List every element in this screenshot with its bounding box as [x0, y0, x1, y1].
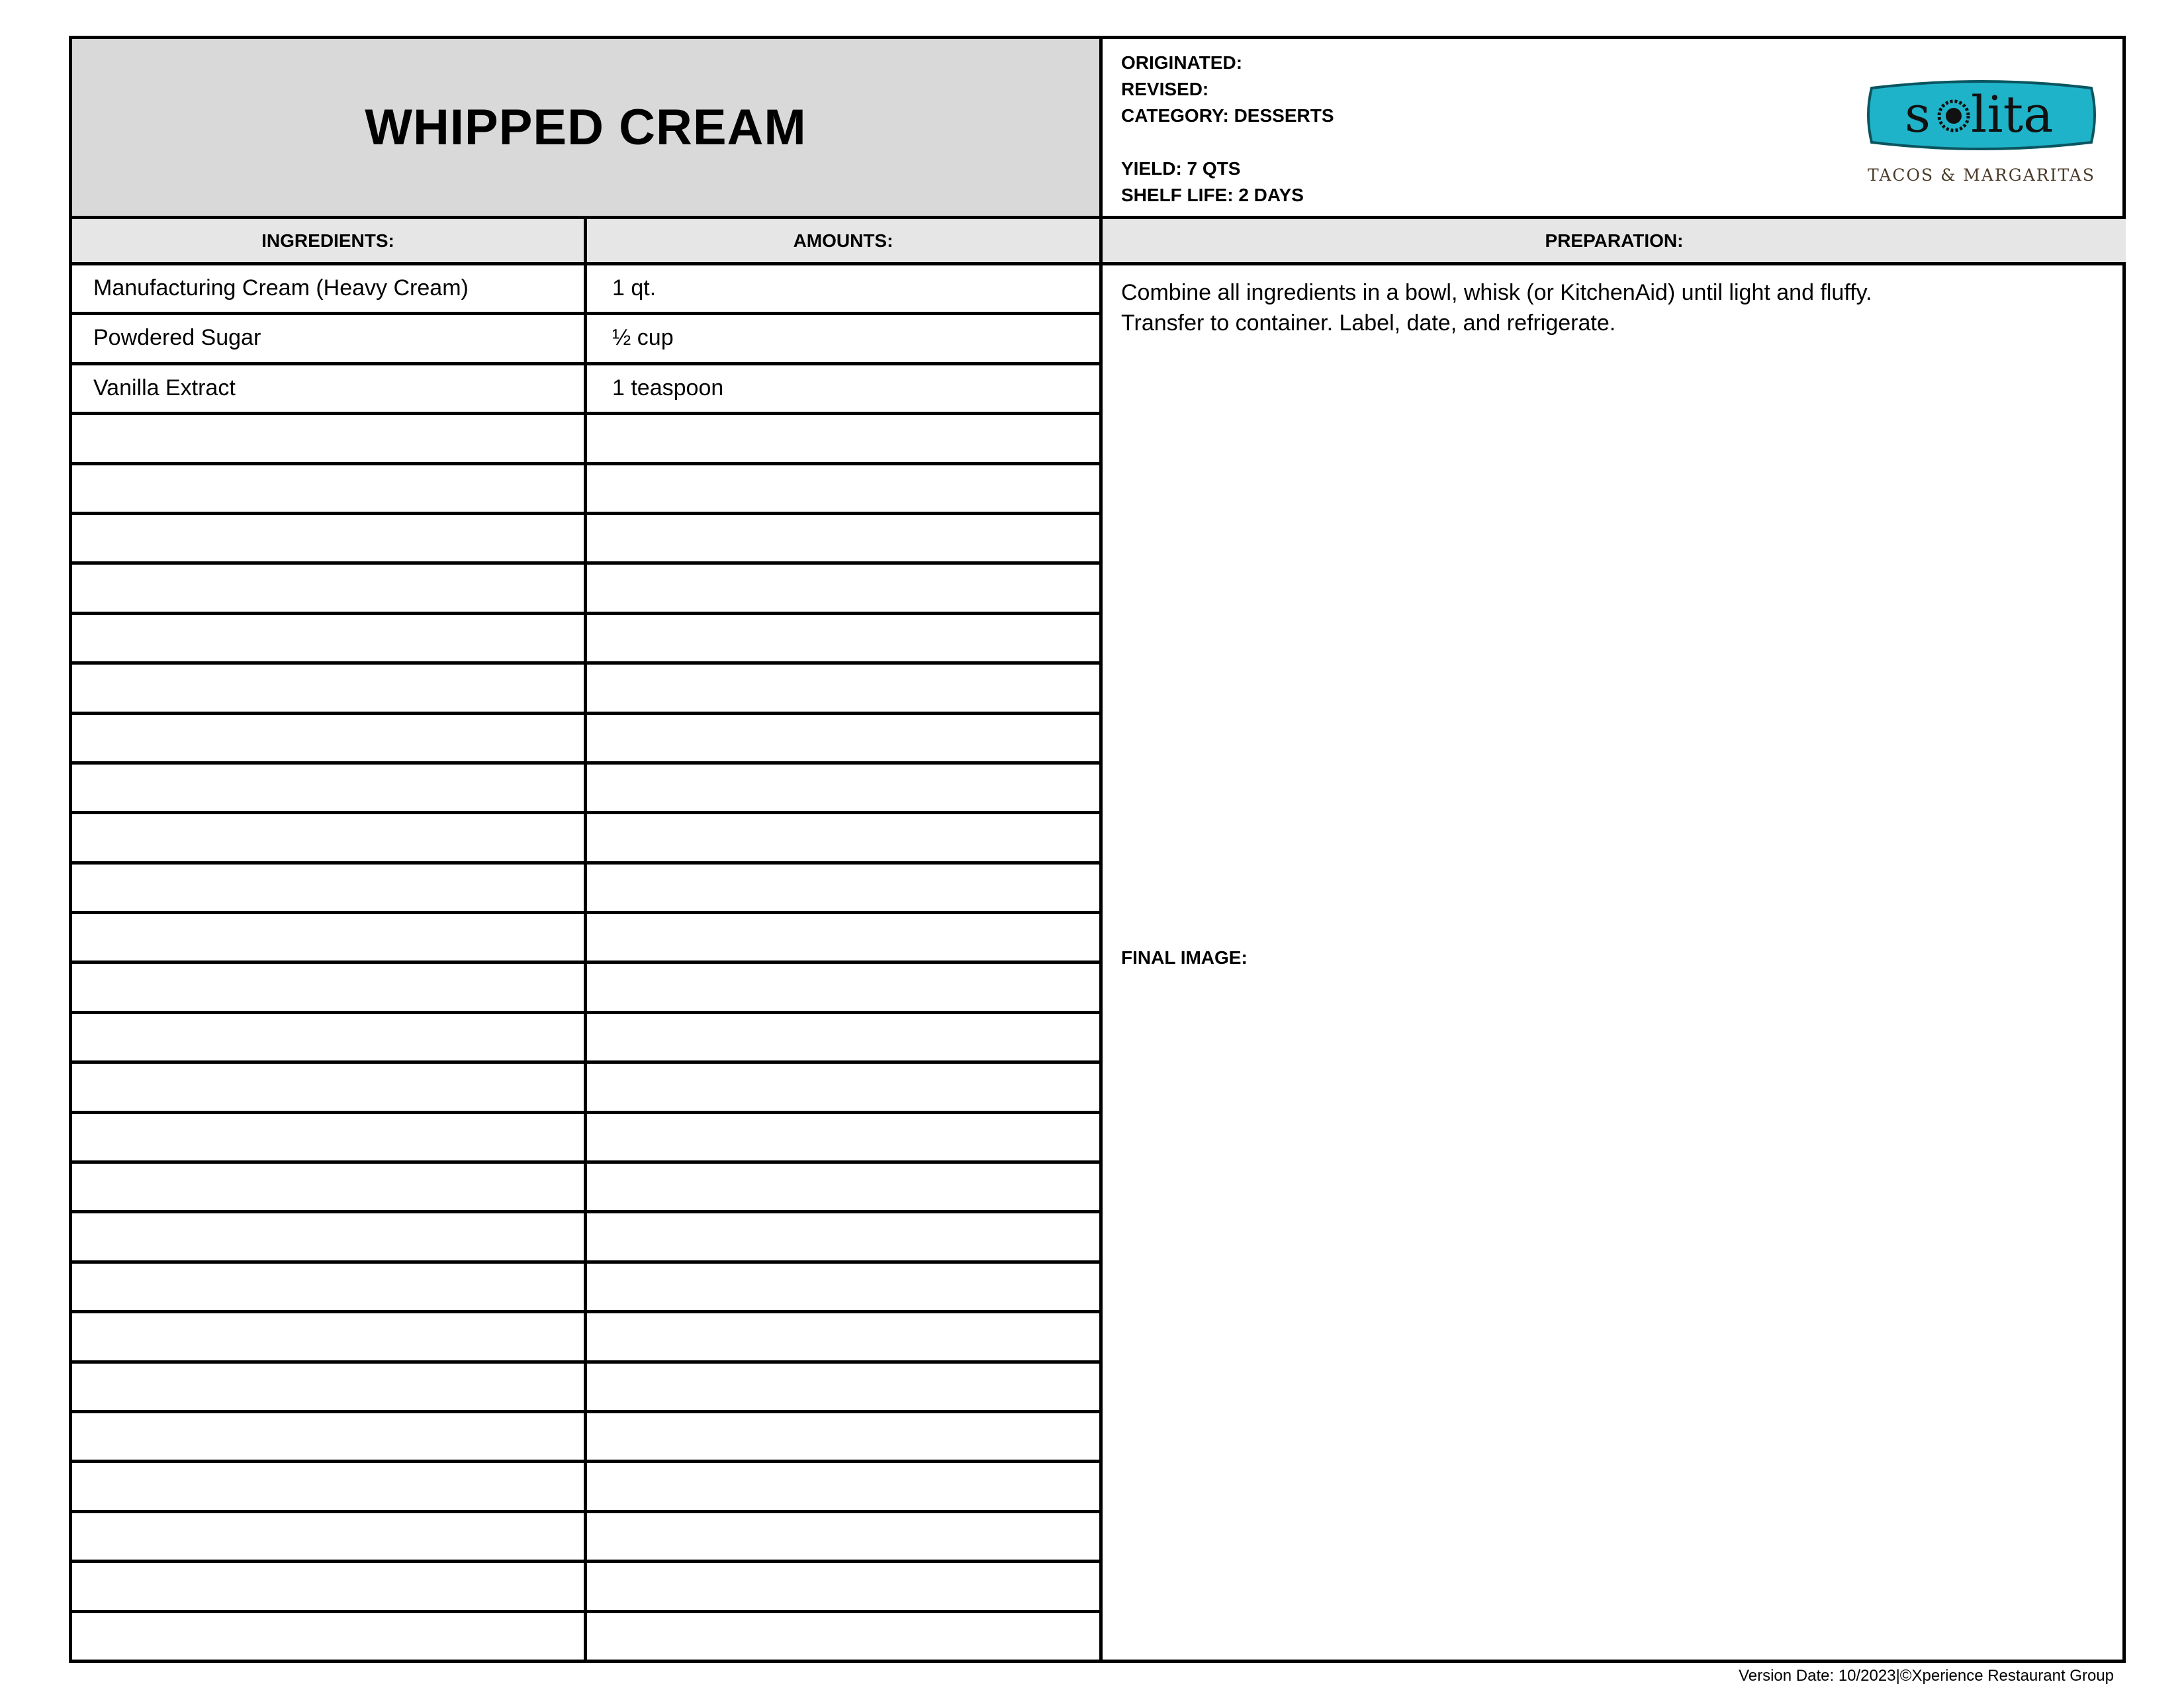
table-row: [72, 465, 1103, 515]
ingredient-name-cell: [72, 765, 587, 811]
ingredient-name-cell: [72, 914, 587, 961]
ingredient-name-cell: [72, 865, 587, 911]
ingredient-amount-cell: 1 teaspoon: [587, 365, 1103, 412]
table-row: [72, 515, 1103, 565]
solita-logo: [1862, 73, 2101, 190]
ingredient-amount-cell: [587, 465, 1103, 512]
ingredient-name-cell: [72, 1463, 587, 1509]
version-footer: Version Date: 10/2023|©Xperience Restaurant Group: [1739, 1667, 2114, 1685]
ingredient-amount-cell: [587, 515, 1103, 561]
svg-text:lita: lita: [1971, 85, 2054, 144]
ingredient-name-cell: [72, 1563, 587, 1609]
revised-label: REVISED:: [1121, 79, 1209, 99]
table-row: [72, 1563, 1103, 1613]
table-row: [72, 1164, 1103, 1213]
ingredient-amount-cell: [587, 1313, 1103, 1360]
ingredient-amount-cell: [587, 565, 1103, 611]
table-row: [72, 1463, 1103, 1513]
ingredient-name-cell: [72, 1064, 587, 1110]
recipe-title: WHIPPED CREAM: [365, 99, 807, 156]
table-row: [72, 1264, 1103, 1313]
table-row: [72, 1014, 1103, 1064]
ingredient-name-cell: [72, 615, 587, 661]
preparation-line: Combine all ingredients in a bowl, whisk (or KitchenAid) until light and fluffy.: [1121, 280, 1872, 305]
table-row: [72, 865, 1103, 914]
preparation-text: [1121, 277, 1872, 338]
ingredient-name-cell: [72, 1313, 587, 1360]
table-row: [72, 1064, 1103, 1113]
table-row: [72, 715, 1103, 765]
title-cell: [72, 39, 1103, 219]
yield-label: YIELD: 7 QTS: [1121, 158, 1241, 179]
ingredient-amount-cell: [587, 1213, 1103, 1260]
ingredient-amount-cell: [587, 865, 1103, 911]
table-row: [72, 365, 1103, 415]
ingredient-name-cell: [72, 1164, 587, 1210]
ingredient-amount-cell: [587, 1513, 1103, 1560]
table-row: [72, 964, 1103, 1013]
ingredient-name-cell: [72, 515, 587, 561]
ingredient-name-cell: Vanilla Extract: [72, 365, 587, 412]
preparation-line: Transfer to container. Label, date, and refrigerate.: [1121, 310, 1616, 336]
ingredient-amount-cell: [587, 1064, 1103, 1110]
table-row: [72, 1213, 1103, 1263]
ingredient-amount-cell: [587, 1364, 1103, 1410]
ingredient-name-cell: [72, 565, 587, 611]
table-row: [72, 765, 1103, 814]
ingredient-amount-cell: [587, 765, 1103, 811]
ingredient-amount-cell: [587, 1463, 1103, 1509]
ingredient-name-cell: Manufacturing Cream (Heavy Cream): [72, 265, 587, 312]
final-image-label: FINAL IMAGE:: [1121, 947, 1248, 968]
table-row: [72, 1364, 1103, 1413]
ingredient-amount-cell: ½ cup: [587, 315, 1103, 361]
ingredient-amount-cell: [587, 615, 1103, 661]
ingredient-name-cell: [72, 964, 587, 1010]
table-row: [72, 1114, 1103, 1164]
ingredient-amount-cell: [587, 814, 1103, 861]
ingredient-name-cell: [72, 415, 587, 461]
preparation-body: [1103, 265, 2126, 1660]
ingredient-amount-cell: [587, 1014, 1103, 1060]
meta-cell: [1103, 39, 2126, 219]
ingredient-name-cell: [72, 665, 587, 711]
table-row: [72, 1513, 1103, 1563]
ingredient-name-cell: Powdered Sugar: [72, 315, 587, 361]
ingredient-amount-cell: [587, 964, 1103, 1010]
table-row: [72, 315, 1103, 365]
table-row: [72, 1613, 1103, 1663]
ingredient-amount-cell: [587, 1413, 1103, 1460]
ingredient-name-cell: [72, 1413, 587, 1460]
amounts-header: AMOUNTS:: [587, 219, 1103, 265]
ingredient-name-cell: [72, 814, 587, 861]
ingredient-amount-cell: [587, 1164, 1103, 1210]
table-row: [72, 265, 1103, 315]
ingredient-amount-cell: [587, 1613, 1103, 1663]
recipe-card: [69, 36, 2126, 1663]
ingredient-amount-cell: 1 qt.: [587, 265, 1103, 312]
table-row: [72, 1413, 1103, 1463]
ingredient-name-cell: [72, 1114, 587, 1160]
svg-text:s: s: [1905, 85, 1931, 144]
ingredients-header: INGREDIENTS:: [72, 219, 587, 265]
ingredient-amount-cell: [587, 665, 1103, 711]
meta-block: [1121, 50, 1334, 209]
ingredient-table: [72, 265, 1103, 1663]
logo-tagline: TACOS & MARGARITAS: [1868, 165, 2095, 185]
ingredient-name-cell: [72, 715, 587, 761]
table-row: [72, 615, 1103, 665]
ingredient-amount-cell: [587, 415, 1103, 461]
ingredient-name-cell: [72, 1264, 587, 1310]
ingredient-name-cell: [72, 1364, 587, 1410]
ingredient-amount-cell: [587, 914, 1103, 961]
ingredient-name-cell: [72, 1014, 587, 1060]
table-row: [72, 814, 1103, 864]
table-row: [72, 415, 1103, 465]
ingredient-name-cell: [72, 1513, 587, 1560]
table-row: [72, 1313, 1103, 1363]
table-row: [72, 565, 1103, 614]
shelf-life-label: SHELF LIFE: 2 DAYS: [1121, 185, 1304, 205]
category-label: CATEGORY: DESSERTS: [1121, 105, 1334, 126]
originated-label: ORIGINATED:: [1121, 52, 1243, 73]
preparation-header: PREPARATION:: [1103, 219, 2126, 265]
ingredient-amount-cell: [587, 715, 1103, 761]
ingredient-name-cell: [72, 1613, 587, 1663]
ingredient-name-cell: [72, 1213, 587, 1260]
ingredient-amount-cell: [587, 1563, 1103, 1609]
ingredient-amount-cell: [587, 1114, 1103, 1160]
ingredient-amount-cell: [587, 1264, 1103, 1310]
table-row: [72, 914, 1103, 964]
table-row: [72, 665, 1103, 714]
ingredient-name-cell: [72, 465, 587, 512]
